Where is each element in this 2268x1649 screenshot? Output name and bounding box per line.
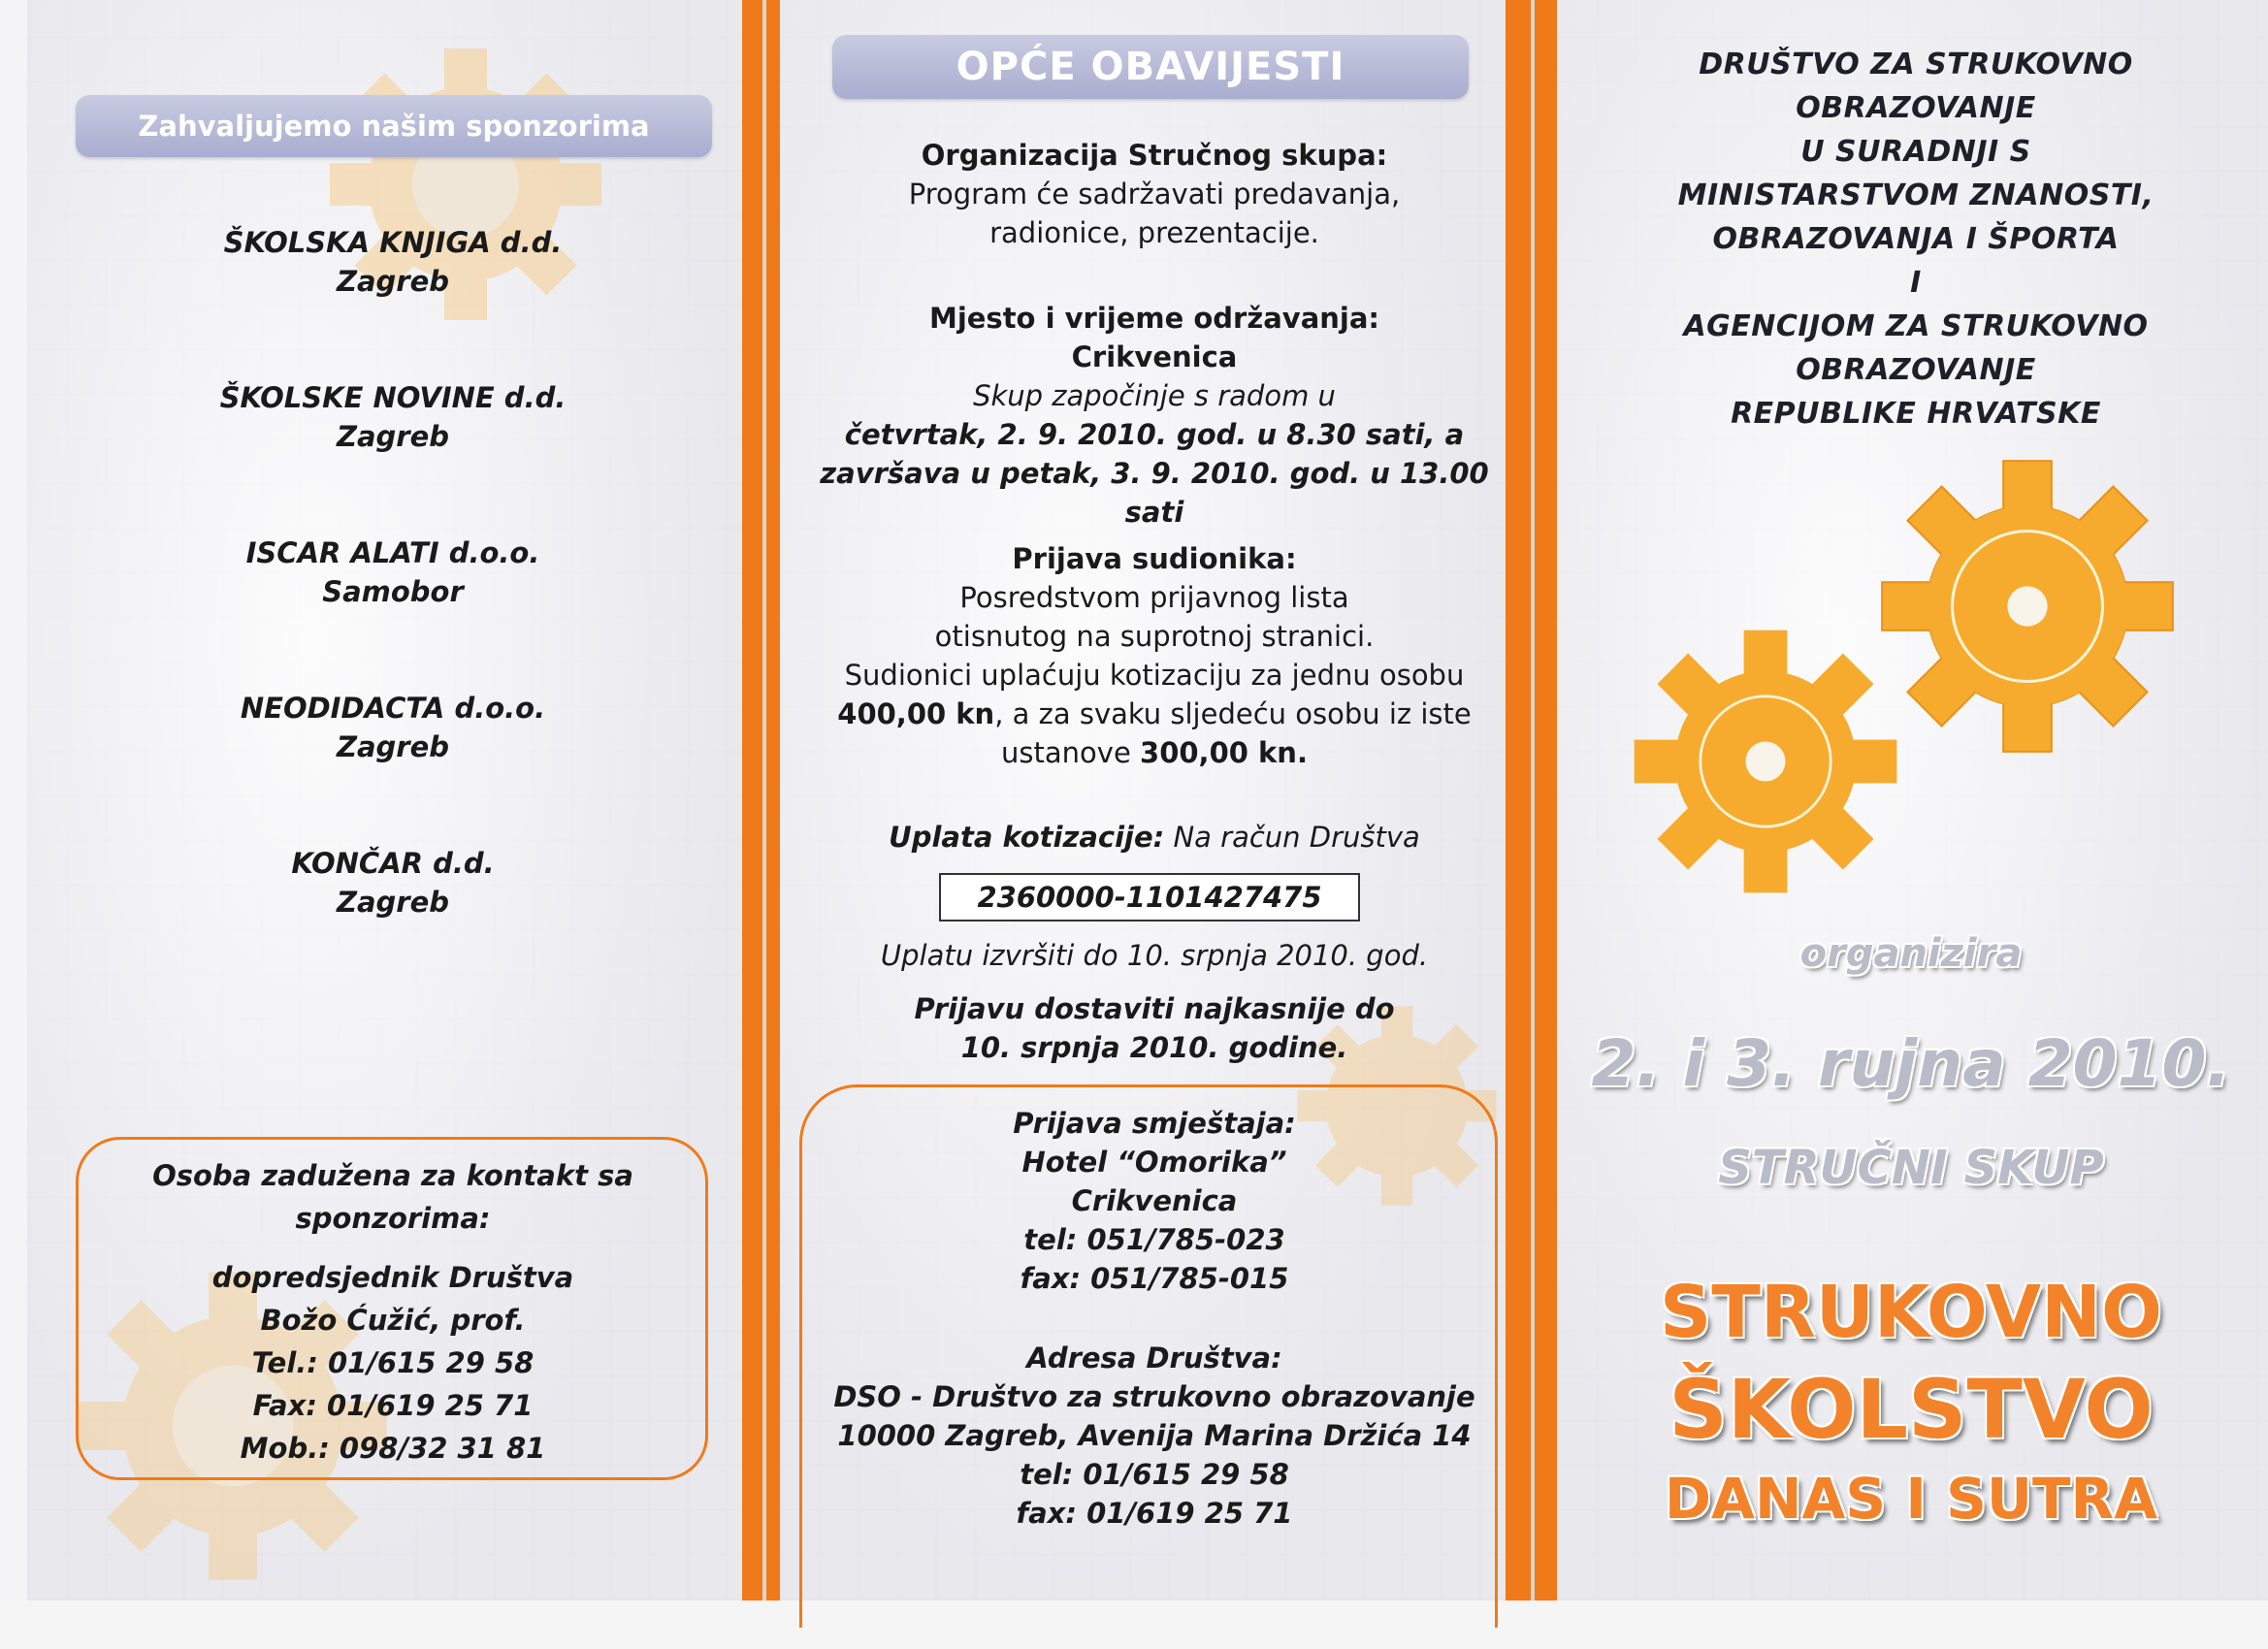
address-tel: tel: 01/615 29 58 <box>1020 1458 1289 1491</box>
section-title: Prijava sudionika: <box>1012 542 1297 575</box>
registration-section <box>815 539 1494 772</box>
sponsor-item <box>146 223 640 301</box>
event-title-line-3: DANAS I SUTRA <box>1664 1466 2158 1532</box>
general-info-header: OPĆE OBAVIJESTI <box>832 35 1469 99</box>
sponsor-city: Zagreb <box>336 886 450 919</box>
organizes-label: organizira <box>1799 931 2023 976</box>
sponsor-contact-details <box>116 1256 669 1470</box>
contact-fax: Fax: 01/619 25 71 <box>252 1389 534 1422</box>
hotel-name: Hotel “Omorika” <box>1021 1146 1287 1179</box>
address-fax: fax: 01/619 25 71 <box>1016 1497 1293 1530</box>
organizer-line: OBRAZOVANJA I ŠPORTA <box>1712 222 2120 256</box>
sponsor-name: ŠKOLSKA KNJIGA d.d. <box>223 226 563 259</box>
event-title-line-1: STRUKOVNO <box>1660 1271 2162 1354</box>
organizer-line: U SURADNJI S <box>1800 135 2031 169</box>
sponsor-name: ŠKOLSKE NOVINE d.d. <box>219 381 567 414</box>
orange-fold-strip-left <box>742 0 780 1600</box>
organizer-line: DRUŠTVO ZA STRUKOVNO <box>1699 48 2133 81</box>
section-title: Adresa Društva: <box>1026 1342 1282 1374</box>
section-line-part: , a za svaku sljedeću osobu iz iste <box>994 697 1472 730</box>
place-time-section <box>815 299 1494 532</box>
accommodation-section <box>815 1104 1494 1298</box>
address-line: DSO - Društvo za strukovno obrazovanje <box>833 1380 1475 1413</box>
event-title-line-2: ŠKOLSTVO <box>1669 1362 2154 1457</box>
section-line <box>815 695 1494 733</box>
sponsor-city: Zagreb <box>336 420 450 453</box>
contact-role: dopredsjednik Društva <box>211 1261 574 1294</box>
sponsor-name: KONČAR d.d. <box>291 847 495 880</box>
payment-line <box>815 818 1494 857</box>
organizer-line: OBRAZOVANJE <box>1796 353 2036 387</box>
event-type: STRUČNI SKUP <box>1718 1141 2104 1195</box>
contact-tel: Tel.: 01/615 29 58 <box>251 1346 535 1379</box>
fold-line <box>762 0 766 1600</box>
fee-amount: 400,00 kn <box>837 697 995 730</box>
organizer-line: REPUBLIKE HRVATSKE <box>1731 397 2101 431</box>
organizer-line: OBRAZOVANJE <box>1796 91 2036 125</box>
organizer-line: AGENCIJOM ZA STRUKOVNO <box>1683 309 2149 343</box>
sponsor-city: Samobor <box>322 575 464 608</box>
sponsor-city: Zagreb <box>336 265 450 298</box>
section-line: radionice, prezentacije. <box>989 216 1319 249</box>
sponsor-contact-title <box>116 1154 669 1240</box>
fold-line <box>1531 0 1535 1600</box>
account-number-box: 2360000-1101427475 <box>939 873 1360 922</box>
section-line <box>815 733 1494 772</box>
address-section <box>815 1339 1494 1533</box>
section-line: Prijavu dostaviti najkasnije do <box>914 992 1395 1025</box>
submission-deadline <box>815 989 1494 1067</box>
sponsor-name: NEODIDACTA d.o.o. <box>240 692 546 725</box>
section-line: Posredstvom prijavnog lista <box>959 581 1349 614</box>
sponsor-item <box>146 534 640 611</box>
section-title: Organizacija Stručnog skupa: <box>921 139 1388 172</box>
sponsor-item <box>146 689 640 766</box>
address-line: 10000 Zagreb, Avenija Marina Držića 14 <box>837 1419 1472 1452</box>
section-title: Mjesto i vrijeme održavanja: <box>928 302 1380 335</box>
fee-amount: 300,00 kn. <box>1140 736 1308 769</box>
contact-title-line: sponzorima: <box>295 1202 491 1235</box>
sponsor-city: Zagreb <box>336 730 450 763</box>
payment-text: Na račun Društva <box>1164 821 1420 854</box>
sponsor-item <box>146 378 640 456</box>
section-line-part: ustanove <box>1001 736 1141 769</box>
large-gear-icon <box>1877 456 2178 757</box>
contact-mob: Mob.: 098/32 31 81 <box>240 1432 546 1465</box>
section-line: Sudionici uplaćuju kotizaciju za jednu osobu <box>844 659 1465 692</box>
contact-person: Božo Ćužić, prof. <box>260 1304 526 1337</box>
sponsor-item <box>146 844 640 922</box>
sponsors-header: Zahvaljujemo našim sponzorima <box>76 95 712 157</box>
section-line: Skup započinje s radom u <box>973 379 1336 412</box>
small-gear-icon <box>1630 626 1901 897</box>
section-line: Program će sadržavati predavanja, <box>908 178 1401 210</box>
organizer-heading <box>1591 43 2241 436</box>
hotel-tel: tel: 051/785-023 <box>1023 1223 1285 1256</box>
payment-deadline: Uplatu izvršiti do 10. srpnja 2010. god. <box>880 939 1429 972</box>
contact-title-line: Osoba zadužena za kontakt sa <box>152 1159 633 1192</box>
section-line: završava u petak, 3. 9. 2010. god. u 13.00 sati <box>820 457 1489 529</box>
section-line: 10. srpnja 2010. godine. <box>960 1031 1348 1064</box>
section-title: Prijava smještaja: <box>1013 1107 1296 1140</box>
payment-label: Uplata kotizacije: <box>889 821 1165 854</box>
section-line: otisnutog na suprotnoj stranici. <box>934 620 1375 653</box>
organizer-line: MINISTARSTVOM ZNANOSTI, <box>1677 178 2155 212</box>
hotel-city: Crikvenica <box>1071 1184 1238 1217</box>
section-line: četvrtak, 2. 9. 2010. god. u 8.30 sati, a <box>844 418 1465 451</box>
place-city: Crikvenica <box>1071 340 1238 373</box>
organizer-line: I <box>1910 266 1922 300</box>
hotel-fax: fax: 051/785-015 <box>1020 1262 1289 1295</box>
event-date: 2. i 3. rujna 2010. <box>1591 1026 2231 1101</box>
organization-section <box>815 136 1494 252</box>
sponsor-name: ISCAR ALATI d.o.o. <box>245 536 540 569</box>
